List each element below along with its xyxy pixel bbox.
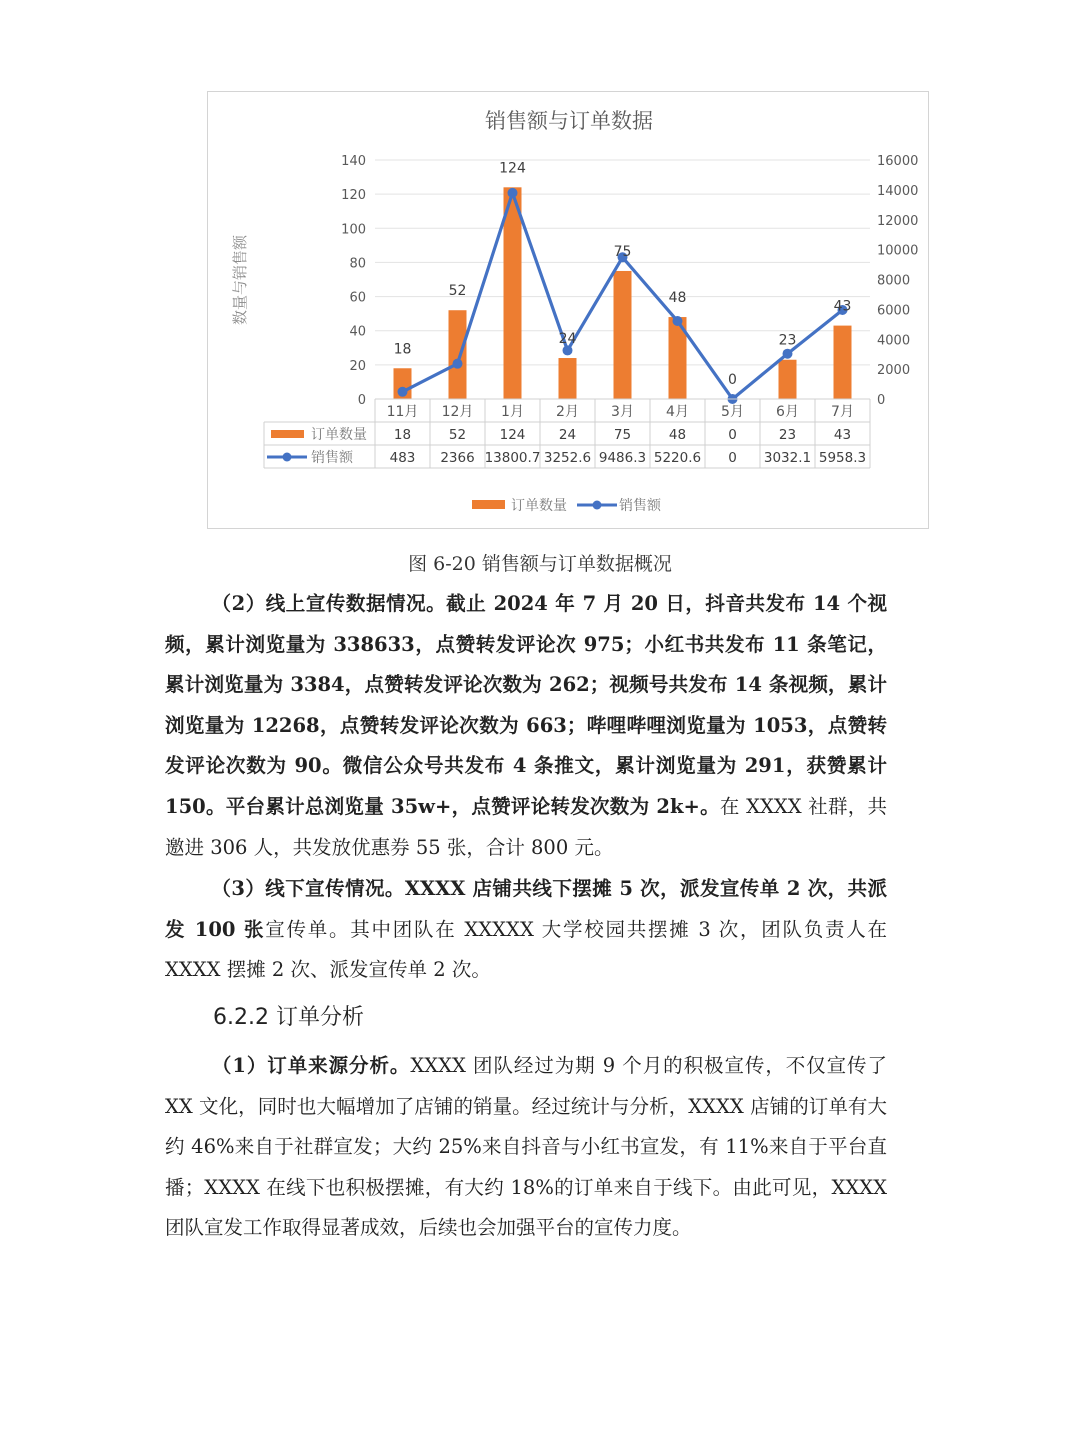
- bar: [834, 326, 852, 399]
- bar: [504, 187, 522, 399]
- table-cell-orders: 75: [613, 427, 632, 443]
- bar-data-label: 0: [728, 372, 737, 388]
- table-row-header-orders: 订单数量: [311, 427, 367, 443]
- y-tick-label: 20: [349, 358, 366, 374]
- table-line-swatch-marker: [283, 453, 292, 462]
- table-cell-orders: 0: [728, 427, 737, 443]
- x-tick-label: 6月: [776, 404, 799, 420]
- bar: [559, 358, 577, 399]
- table-cell-sales: 3252.6: [543, 450, 592, 466]
- table-cell-orders: 48: [668, 427, 687, 443]
- y2-tick-label: 12000: [877, 213, 919, 229]
- table-cell-sales: 2366: [440, 450, 475, 466]
- x-tick-label: 4月: [666, 404, 689, 420]
- bar: [779, 360, 797, 399]
- paragraph-offline-promotion: [165, 869, 887, 991]
- x-tick-label: 1月: [501, 404, 524, 420]
- x-tick-label: 12月: [441, 404, 474, 420]
- bar-data-label: 18: [393, 341, 412, 358]
- table-cell-orders: 18: [393, 427, 412, 443]
- table-cell-orders: 124: [499, 427, 526, 443]
- paragraph-offline-regular: 宣传单。其中团队在 XXXXX 大学校园共摆摊 3 次，团队负责人在 XXXX 摆摊 2 次、派发宣传单 2 次。: [165, 917, 887, 982]
- table-cell-sales: 483: [389, 450, 416, 466]
- line-point: [783, 349, 793, 359]
- bar-data-label: 24: [558, 331, 577, 348]
- x-tick-label: 3月: [611, 404, 634, 420]
- table-cell-sales: 5958.3: [818, 450, 867, 466]
- chart-svg: [208, 92, 930, 530]
- table-cell-sales: 0: [728, 450, 737, 466]
- legend-line-marker: [593, 501, 602, 510]
- y2-tick-label: 2000: [877, 363, 911, 379]
- chart-frame: [207, 91, 929, 529]
- bar: [614, 271, 632, 399]
- legend-sales-label: 销售额: [619, 498, 661, 514]
- bar-data-label: 52: [448, 283, 467, 300]
- legend-bar-swatch: [472, 500, 505, 509]
- chart-title: 销售额与订单数据: [485, 109, 653, 133]
- table-cell-orders: 23: [778, 427, 797, 443]
- x-tick-label: 5月: [721, 404, 744, 420]
- line-point: [453, 359, 463, 369]
- paragraph-order-regular: XXXX 团队经过为期 9 个月的积极宣传，不仅宣传了 XX 文化，同时也大幅增加了店铺的销量。经过统计与分析，XXXX 店铺的订单有大约 46%来自于社群宣发；大约 25%来自抖音与小红书宣发，有 11%来自于平台直播；XXXX 在线下也积极摆摊，有大约 18%的订单来自于线下。由此可见，XXXX 团队宣发工作取得显著成效，后续也会加强平台的宣传力度。: [165, 1054, 887, 1240]
- bar-data-label: 43: [833, 298, 852, 315]
- bar-data-label: 124: [499, 160, 526, 177]
- table-cell-sales: 3032.1: [763, 450, 812, 466]
- y-tick-label: 100: [341, 222, 366, 238]
- y2-tick-label: 6000: [877, 303, 911, 319]
- x-tick-label: 2月: [556, 404, 579, 420]
- y2-tick-label: 10000: [877, 243, 919, 259]
- x-tick-label: 7月: [831, 404, 854, 420]
- y2-tick-label: 8000: [877, 273, 911, 289]
- y-tick-label: 60: [349, 290, 366, 306]
- bar-data-label: 48: [668, 290, 687, 307]
- y2-tick-label: 0: [877, 393, 886, 408]
- paragraph-offline-bold: （3）线下宣传情况。XXXX 店铺共线下摆摊 5 次，派发宣传单 2 次，共派发 100 张: [165, 877, 887, 941]
- paragraph-online-regular: 在 XXXX 社群，共邀进 306 人，共发放优惠券 55 张，合计 800 元。: [165, 794, 887, 859]
- table-bar-swatch: [271, 430, 304, 438]
- table-cell-sales: 9486.3: [598, 450, 647, 466]
- paragraph-order-analysis: [165, 1046, 887, 1249]
- line-point: [508, 188, 518, 198]
- y-tick-label: 0: [357, 393, 366, 408]
- y2-tick-label: 4000: [877, 333, 911, 349]
- table-cell-orders: 52: [448, 427, 467, 443]
- table-cell-sales: 13800.7: [484, 450, 541, 466]
- table-cell-sales: 5220.6: [653, 450, 702, 466]
- section-heading: 6.2.2 订单分析: [213, 1005, 364, 1030]
- table-cell-orders: 24: [558, 427, 577, 443]
- y-axis-label: 数量与销售额: [231, 234, 249, 326]
- y-tick-label: 40: [349, 324, 366, 340]
- paragraph-order-bold: （1）订单来源分析。: [211, 1054, 411, 1077]
- y-tick-label: 80: [349, 256, 366, 272]
- y2-tick-label: 16000: [877, 154, 919, 169]
- bar-data-label: 75: [613, 243, 632, 260]
- y2-tick-label: 14000: [877, 183, 919, 199]
- legend-orders-label: 订单数量: [511, 498, 567, 514]
- y-tick-label: 140: [341, 154, 366, 169]
- paragraph-online-bold: （2）线上宣传数据情况。截止 2024 年 7 月 20 日，抖音共发布 14 个视频，累计浏览量为 338633，点赞转发评论次 975；小红书共发布 11 条笔记，累计浏览量为 3384，点赞转发评论次数为 262；视频号共发布 14 条视频，累计浏览量为 12268，点赞转发评论次数为 663；哔哩哔哩浏览量为 1053，点赞转发评论次数为 90。微信公众号共发布 4 条推文，累计浏览量为 291，获赞累计 150。平台累计总浏览量 35w+，点赞评论转发次数为 2k+。: [165, 592, 887, 818]
- table-cell-orders: 43: [833, 427, 852, 443]
- y-tick-label: 120: [341, 188, 366, 204]
- table-row-header-sales: 销售额: [311, 450, 353, 466]
- bar: [449, 310, 467, 399]
- bar-data-label: 23: [778, 332, 797, 349]
- x-tick-label: 11月: [386, 404, 419, 420]
- line-point: [398, 387, 408, 397]
- line-point: [673, 316, 683, 326]
- figure-caption: 图 6-20 销售额与订单数据概况: [408, 553, 672, 575]
- paragraph-online-promotion: [165, 584, 887, 868]
